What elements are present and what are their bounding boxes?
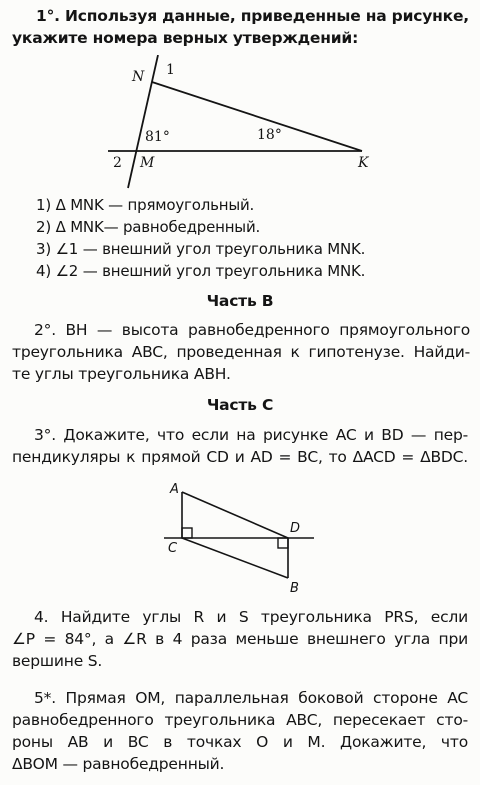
task5-line3: роны AB и BC в точках O и M. Докажите, что bbox=[12, 733, 468, 751]
label-n: N bbox=[132, 69, 145, 85]
statement-2: 2) Δ MNK— равнобедренный. bbox=[36, 218, 261, 236]
task1-line2: укажите номера верных утверждений: bbox=[12, 29, 359, 47]
label-a: A bbox=[170, 482, 179, 497]
task5-line4: ΔBOM — равнобедренный. bbox=[12, 755, 225, 773]
label-k: K bbox=[358, 155, 369, 171]
segment-ad bbox=[182, 492, 288, 538]
task4-line1: 4. Найдите углы R и S треугольника PRS, если bbox=[34, 608, 468, 626]
right-angle-mark-d bbox=[278, 538, 288, 548]
part-c-line2: пендикуляры к прямой CD и AD = BC, то ΔACD = ΔBDC. bbox=[12, 448, 468, 466]
label-81: 81° bbox=[145, 129, 170, 145]
label-c: C bbox=[168, 541, 178, 556]
quadrilateral-acdb-figure bbox=[160, 478, 320, 598]
statement-3: 3) ∠1 — внешний угол треугольника MNK. bbox=[36, 240, 366, 258]
task4-line3: вершине S. bbox=[12, 652, 103, 670]
task4-line2: ∠P = 84°, а ∠R в 4 раза меньше внешнего угла при bbox=[12, 630, 468, 648]
part-b-heading: Часть В bbox=[206, 292, 274, 310]
part-b-line1: 2°. BH — высота равнобедренного прямоугольного bbox=[34, 321, 470, 339]
label-1: 1 bbox=[166, 62, 175, 78]
part-b-line2: треугольника ABC, проведенная к гипотенузе. Найди- bbox=[12, 343, 470, 361]
label-b: B bbox=[290, 581, 299, 596]
statement-4: 4) ∠2 — внешний угол треугольника MNK. bbox=[36, 262, 366, 280]
right-angle-mark-c bbox=[182, 528, 192, 538]
part-c-line1: 3°. Докажите, что если на рисунке AC и BD — пер- bbox=[34, 426, 468, 444]
task1-line1: 1°. Используя данные, приведенные на рисунке, bbox=[36, 7, 469, 25]
statement-1: 1) Δ MNK — прямоугольный. bbox=[36, 196, 255, 214]
segment-cb bbox=[182, 538, 288, 578]
triangle-mnk-figure bbox=[100, 55, 390, 195]
label-18: 18° bbox=[257, 127, 282, 143]
label-m: M bbox=[140, 155, 155, 171]
part-b-line3: те углы треугольника ABH. bbox=[12, 365, 231, 383]
task5-line1: 5*. Прямая OM, параллельная боковой стороне AC bbox=[34, 689, 468, 707]
label-2: 2 bbox=[113, 155, 122, 171]
label-d: D bbox=[290, 521, 301, 536]
task5-line2: равнобедренного треугольника ABC, пересекает сто- bbox=[12, 711, 468, 729]
part-c-heading: Часть С bbox=[206, 396, 274, 414]
